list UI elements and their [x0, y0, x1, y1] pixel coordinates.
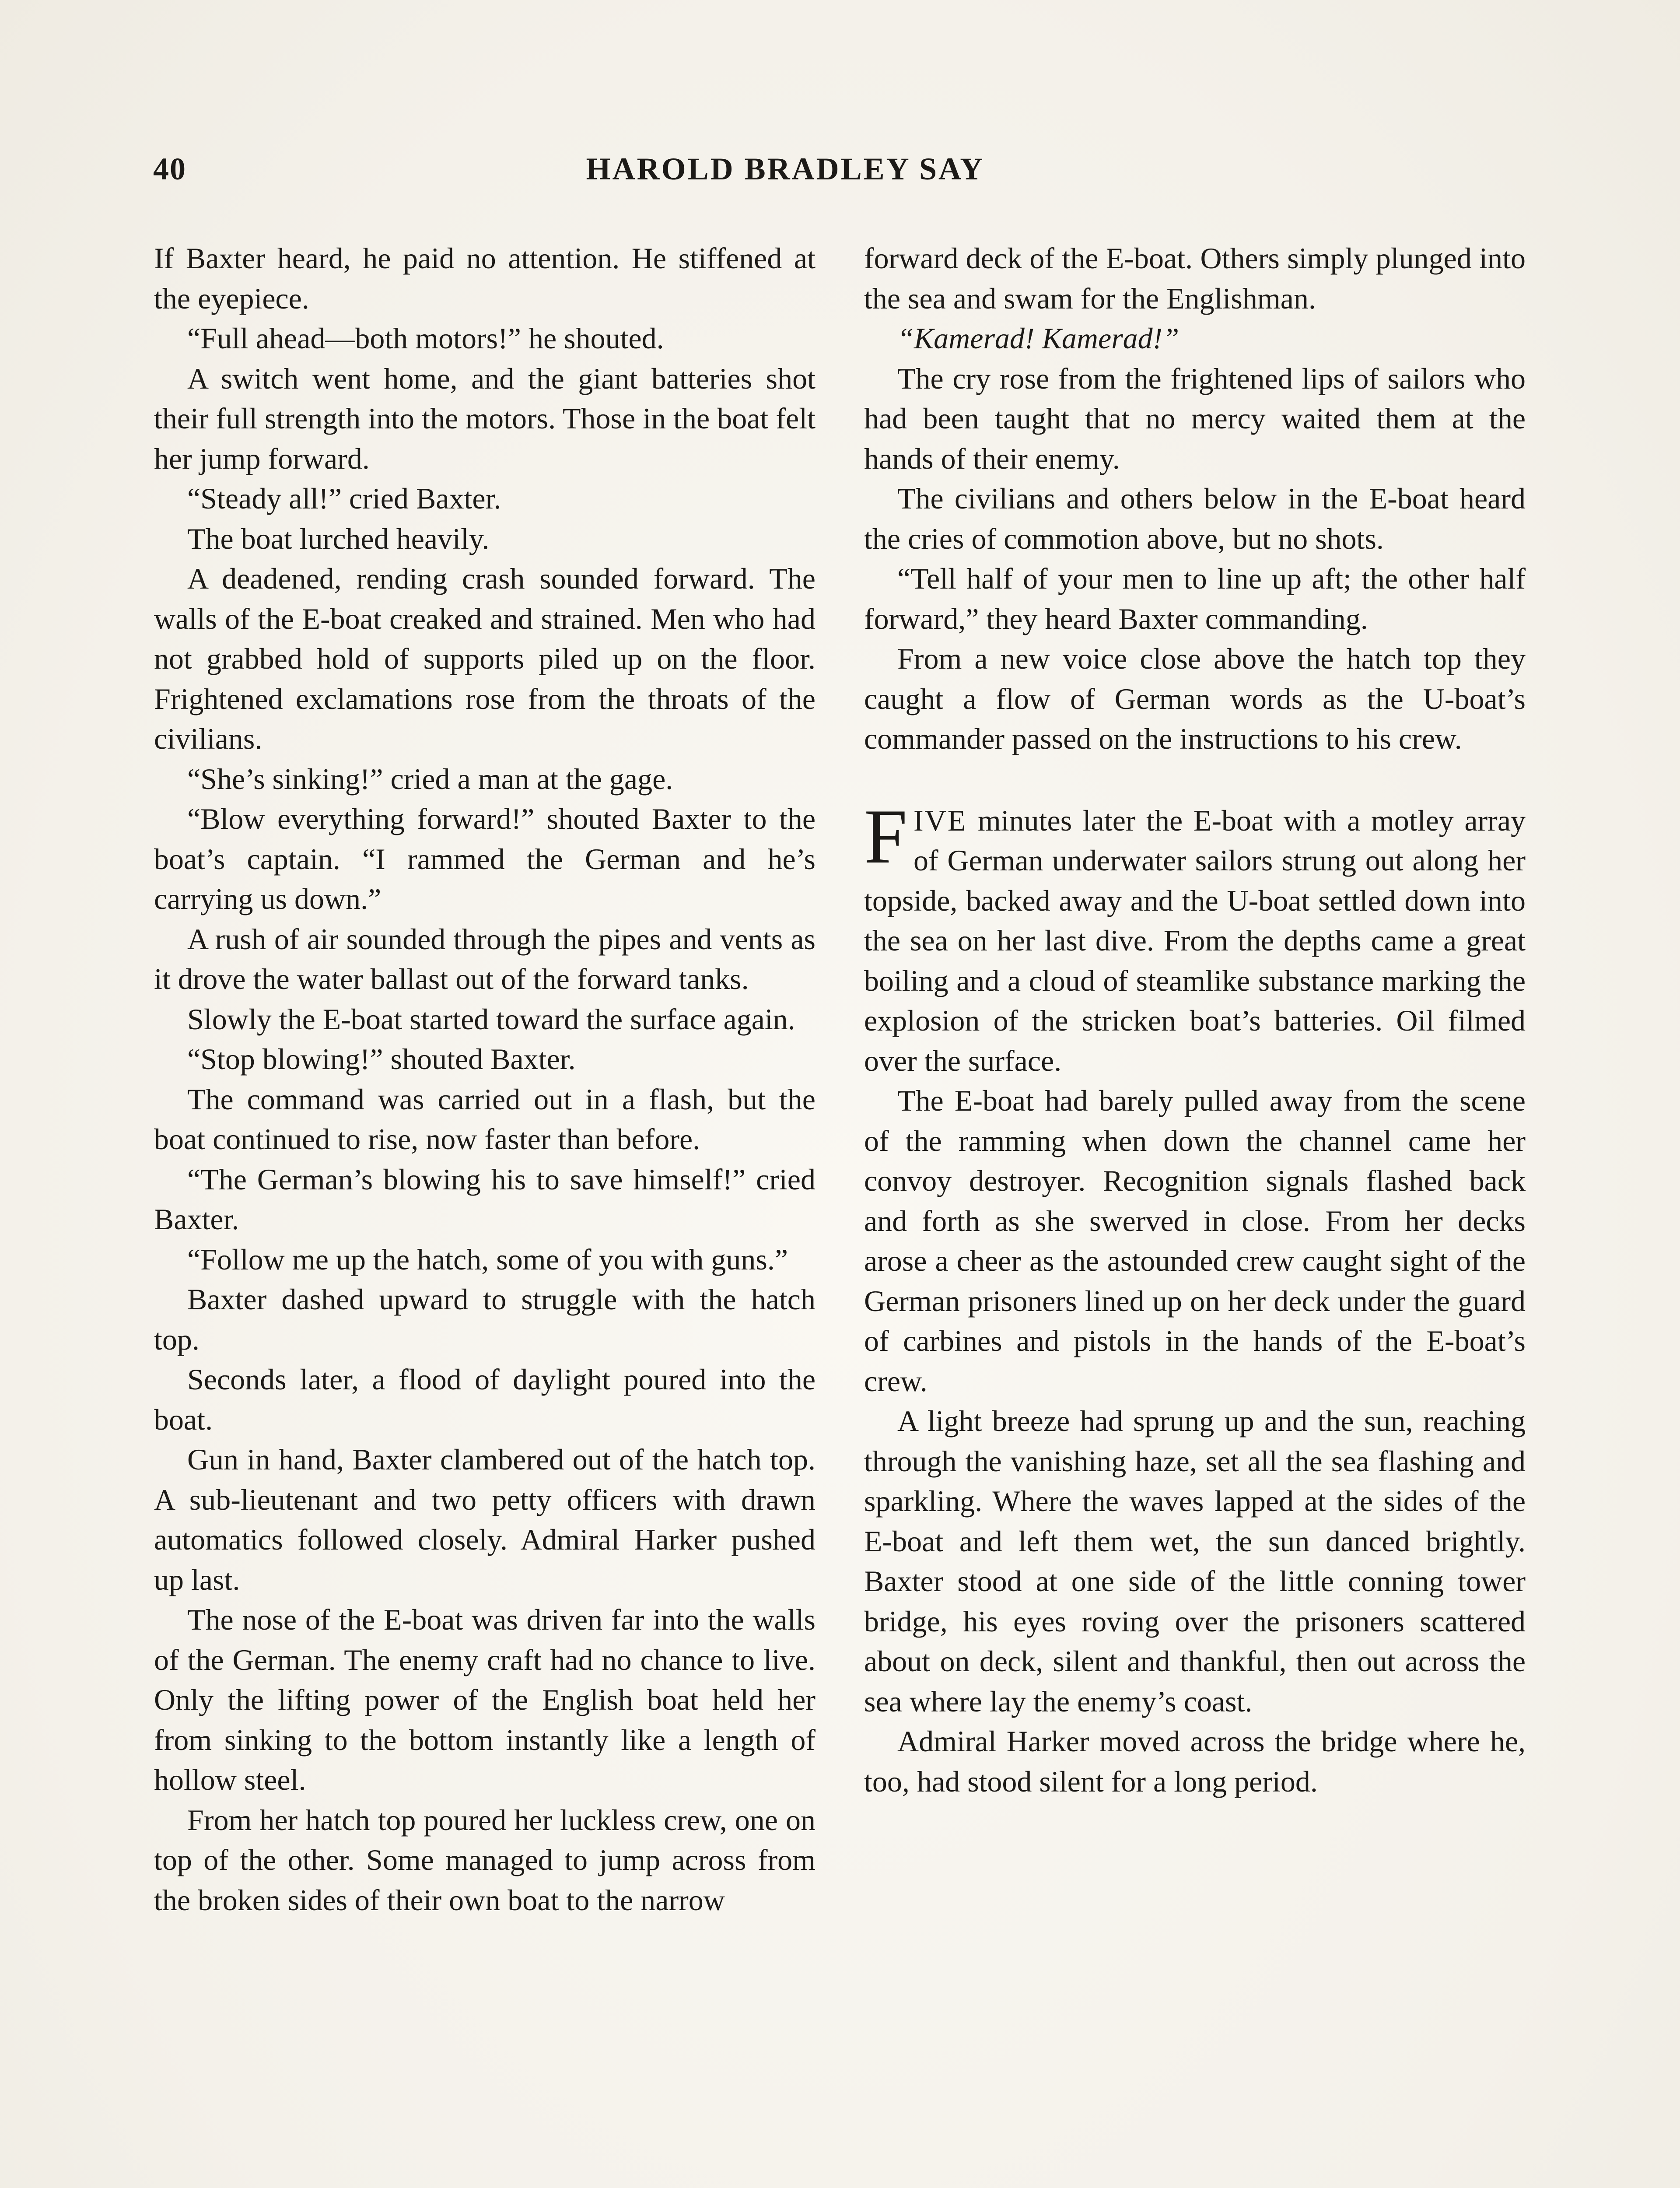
paragraph: “She’s sinking!” cried a man at the gage.	[187, 762, 673, 796]
paragraph: Slowly the E-boat started toward the surface again.	[187, 1002, 795, 1036]
paragraph: “Full ahead—both motors!” he shouted.	[187, 322, 664, 355]
paragraph: Seconds later, a flood of daylight poured into the boat.	[154, 1363, 816, 1436]
paragraph: “Steady all!” cried Baxter.	[187, 482, 501, 515]
paragraph: The nose of the E-boat was driven far into the walls of the German. The enemy craft had no chance to live. Only the lifting power of the English boat held her from sinking to the bottom instantly like a length of hollow steel.	[154, 1603, 816, 1796]
small-caps-lead: IVE	[914, 803, 967, 837]
paragraph: “Blow everything forward!” shouted Baxter to the boat’s captain. “I rammed the German and he’s carrying us down.”	[154, 802, 816, 915]
paragraph: A rush of air sounded through the pipes and vents as it drove the water ballast out of the forward tanks.	[154, 922, 816, 996]
running-head: HAROLD BRADLEY SAY	[586, 151, 985, 186]
section-text: minutes later the E-boat with a motley array of German underwater sailors strung out along her topside, backed away and the U-boat settled down into the sea on her last dive. From the depths came a great boiling and a cloud of steamlike substance marking the explosion of the stricken boat’s batteries. Oil filmed over the surface.	[864, 803, 1526, 1077]
drop-cap: F	[864, 792, 907, 880]
paragraph: “The German’s blowing his to save himself!” cried Baxter.	[154, 1162, 816, 1236]
paragraph: From a new voice close above the hatch top they caught a flow of German words as the U-boat’s commander passed on the instructions to his crew.	[864, 642, 1526, 755]
paragraph: The E-boat had barely pulled away from the scene of the ramming when down the channel came her convoy destroyer. Recognition signals flashed back and forth as she swerved in close. From her decks arose a cheer as the astounded crew caught sight of the German prisoners lined up on her deck under the guard of carbines and pistols in the hands of the E-boat’s crew.	[864, 1084, 1526, 1398]
page-header	[153, 151, 1418, 190]
italic-exclamation: “Kamerad! Kamerad!”	[897, 322, 1180, 355]
paragraph: Admiral Harker moved across the bridge where he, too, had stood silent for a long period.	[864, 1725, 1526, 1798]
page-number: 40	[153, 151, 186, 186]
paragraph: The cry rose from the frightened lips of sailors who had been taught that no mercy waited them at the hands of their enemy.	[864, 361, 1526, 475]
paragraph: The command was carried out in a flash, but the boat continued to rise, now faster than before.	[154, 1082, 816, 1156]
paragraph: The civilians and others below in the E-boat heard the cries of commotion above, but no shots.	[864, 482, 1526, 555]
paragraph: “Follow me up the hatch, some of you with guns.”	[187, 1242, 788, 1276]
paragraph: “Tell half of your men to line up aft; the other half forward,” they heard Baxter commanding.	[864, 562, 1526, 635]
paragraph: A deadened, rending crash sounded forward. The walls of the E-boat creaked and strained. Men who had not grabbed hold of supports piled up on the floor. Frightened exclamations rose from the throats of the civilians.	[154, 562, 816, 755]
right-column	[864, 238, 1526, 1802]
paragraph: From her hatch top poured her luckless crew, one on top of the other. Some managed to jump across from the broken sides of their own boat to the narrow	[154, 1803, 816, 1917]
paragraph: forward deck of the E-boat. Others simply plunged into the sea and swam for the Englishman.	[864, 242, 1526, 315]
paragraph: Gun in hand, Baxter clambered out of the hatch top. A sub-lieutenant and two petty officers with drawn automatics followed closely. Admiral Harker pushed up last.	[154, 1443, 816, 1596]
left-column	[154, 238, 816, 1920]
paragraph: A switch went home, and the giant batteries shot their full strength into the motors. Those in the boat felt her jump forward.	[154, 361, 816, 475]
section-opening-paragraph	[864, 792, 1526, 1081]
paragraph: Baxter dashed upward to struggle with the hatch top.	[154, 1283, 816, 1356]
paragraph: A light breeze had sprung up and the sun, reaching through the vanishing haze, set all the sea flashing and sparkling. Where the waves lapped at the sides of the E-boat and left them wet, the sun danced brightly. Baxter stood at one side of the little conning tower bridge, his eyes roving over the prisoners scattered about on deck, silent and thankful, then out across the sea where lay the enemy’s coast.	[864, 1404, 1526, 1718]
paragraph: “Stop blowing!” shouted Baxter.	[187, 1042, 576, 1076]
paragraph: The boat lurched heavily.	[187, 522, 490, 555]
paragraph: If Baxter heard, he paid no attention. He stiffened at the eyepiece.	[154, 242, 816, 315]
